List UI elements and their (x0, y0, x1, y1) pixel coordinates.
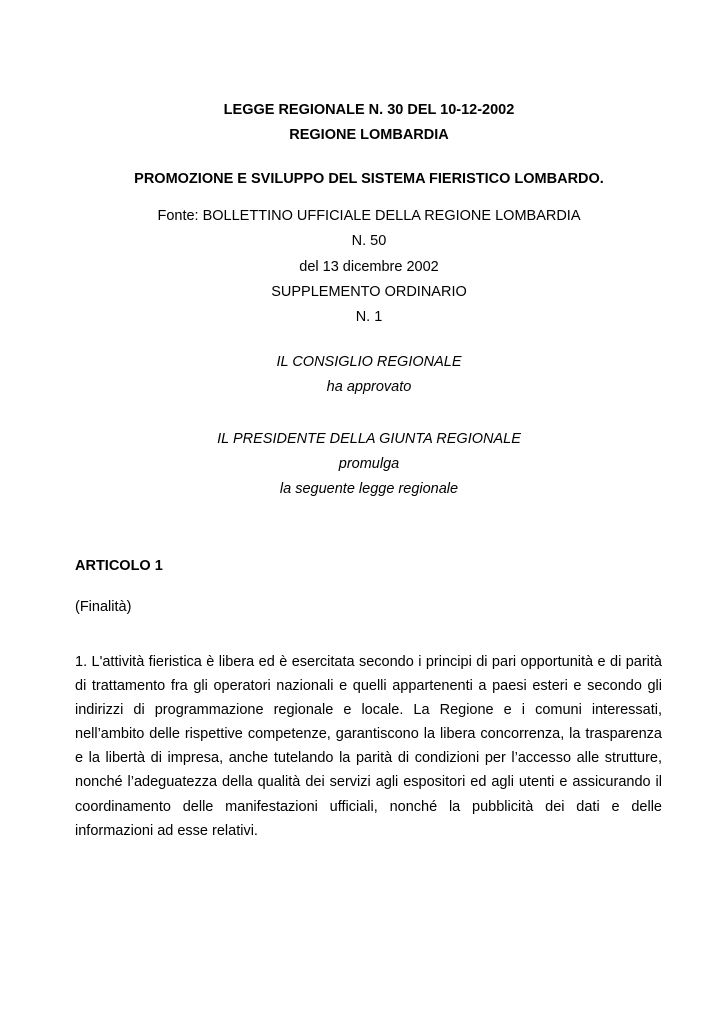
president-promulgates: promulga (338, 456, 400, 472)
council-heading: IL CONSIGLIO REGIONALE (276, 354, 462, 370)
bulletin-number: N. 50 (351, 233, 387, 249)
president-heading: IL PRESIDENTE DELLA GIUNTA REGIONALE (217, 431, 521, 447)
supplement-number: N. 1 (355, 309, 383, 325)
source-line: Fonte: BOLLETTINO UFFICIALE DELLA REGIONE LOMBARDIA (157, 208, 581, 224)
article-paragraph-1: 1. L'attività fieristica è libera ed è esercitata secondo i principi di pari opportunità e di parità di trattamento fra gli operatori nazionali e quelli appartenenti a paesi esteri e secondo gli indirizzi di programmazione regionale e locale. La Regione e i comuni interessati, nell’ambito delle rispettive competenze, garantiscono la libera concorrenza, la trasparenza e la libertà di impresa, anche tutelando la parità di condizioni per l’accesso alle strutture, nonché l’adeguatezza della qualità dei servizi agli espositori ed agli utenti e assicurando il coordinamento delle manifestazioni ufficiali, nonché la pubblicità dei dati e delle informazioni ad esse relativi. (75, 654, 662, 839)
article-purpose: (Finalità) (75, 599, 132, 615)
law-subject: PROMOZIONE E SVILUPPO DEL SISTEMA FIERISTICO LOMBARDO. (134, 171, 604, 187)
bulletin-date: del 13 dicembre 2002 (299, 259, 439, 275)
article-heading: ARTICOLO 1 (75, 558, 163, 574)
supplement-type: SUPPLEMENTO ORDINARIO (271, 284, 467, 300)
law-title: LEGGE REGIONALE N. 30 DEL 10-12-2002 (223, 102, 515, 118)
council-approved: ha approvato (326, 379, 412, 395)
region-name: REGIONE LOMBARDIA (289, 127, 449, 143)
following-law: la seguente legge regionale (279, 481, 459, 497)
